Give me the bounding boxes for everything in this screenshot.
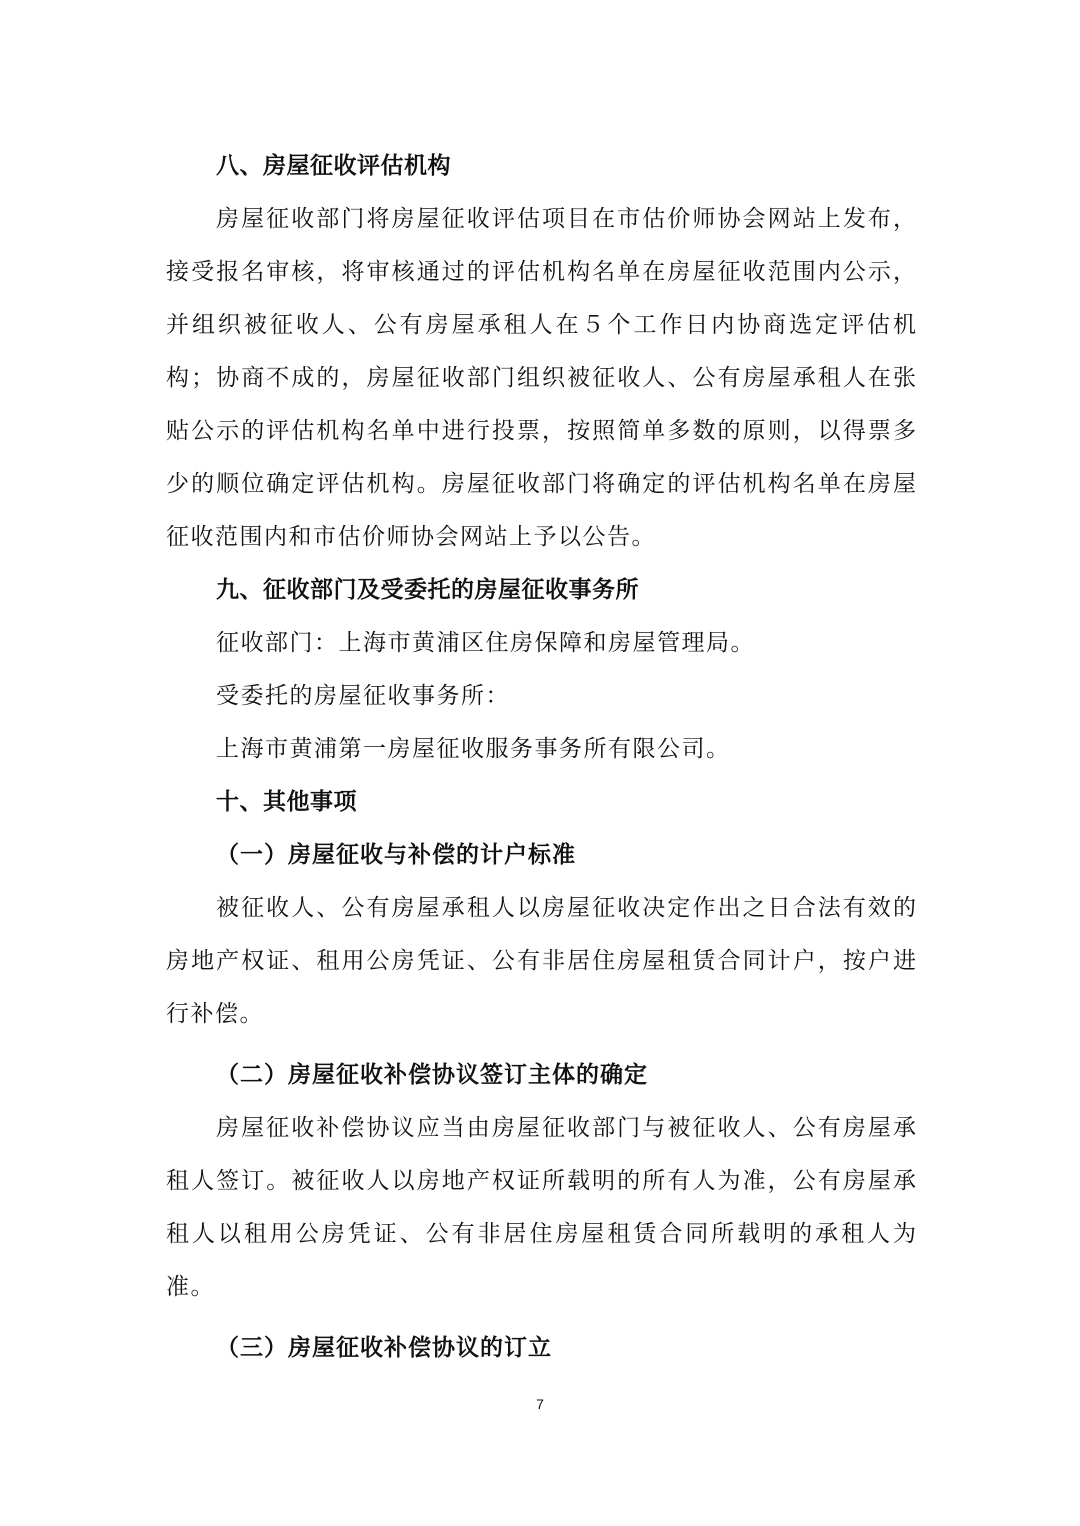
subsection-2-heading: （二）房屋征收补偿协议签订主体的确定 bbox=[216, 1062, 648, 1088]
paragraph-line: 受委托的房屋征收事务所： bbox=[216, 683, 510, 709]
page-number: 7 bbox=[536, 1396, 544, 1412]
paragraph-line: 接受报名审核，将审核通过的评估机构名单在房屋征收范围内公示， bbox=[166, 259, 916, 285]
subsection-1-heading: （一）房屋征收与补偿的计户标准 bbox=[216, 842, 576, 868]
paragraph-line: 房屋征收部门将房屋征收评估项目在市估价师协会网站上发布， bbox=[216, 206, 916, 232]
paragraph-line: 征收部门：上海市黄浦区住房保障和房屋管理局。 bbox=[216, 630, 755, 656]
document-body bbox=[166, 140, 916, 1375]
subsection-3-heading: （三）房屋征收补偿协议的订立 bbox=[216, 1335, 552, 1361]
paragraph-line: 少的顺位确定评估机构。房屋征收部门将确定的评估机构名单在房屋 bbox=[166, 471, 916, 497]
section-9-heading: 九、征收部门及受委托的房屋征收事务所 bbox=[216, 577, 639, 603]
paragraph-line: 构；协商不成的，房屋征收部门组织被征收人、公有房屋承租人在张 bbox=[166, 365, 916, 391]
paragraph-line: 房地产权证、租用公房凭证、公有非居住房屋租赁合同计户，按户进 bbox=[166, 948, 916, 974]
paragraph-line: 上海市黄浦第一房屋征收服务事务所有限公司。 bbox=[216, 736, 731, 762]
paragraph-line: 租人以租用公房凭证、公有非居住房屋租赁合同所载明的承租人为 bbox=[166, 1221, 916, 1247]
paragraph-line: 并组织被征收人、公有房屋承租人在５个工作日内协商选定评估机 bbox=[166, 312, 916, 338]
paragraph-line: 征收范围内和市估价师协会网站上予以公告。 bbox=[166, 524, 656, 550]
paragraph-line: 准。 bbox=[166, 1274, 215, 1300]
section-10-heading: 十、其他事项 bbox=[216, 789, 357, 815]
section-8-heading: 八、房屋征收评估机构 bbox=[216, 153, 451, 179]
paragraph-line: 贴公示的评估机构名单中进行投票，按照简单多数的原则，以得票多 bbox=[166, 418, 916, 444]
paragraph-line: 被征收人、公有房屋承租人以房屋征收决定作出之日合法有效的 bbox=[216, 895, 916, 921]
paragraph-line: 房屋征收补偿协议应当由房屋征收部门与被征收人、公有房屋承 bbox=[216, 1115, 916, 1141]
paragraph-line: 行补偿。 bbox=[166, 1001, 264, 1027]
paragraph-line: 租人签订。被征收人以房地产权证所载明的所有人为准，公有房屋承 bbox=[166, 1168, 916, 1194]
